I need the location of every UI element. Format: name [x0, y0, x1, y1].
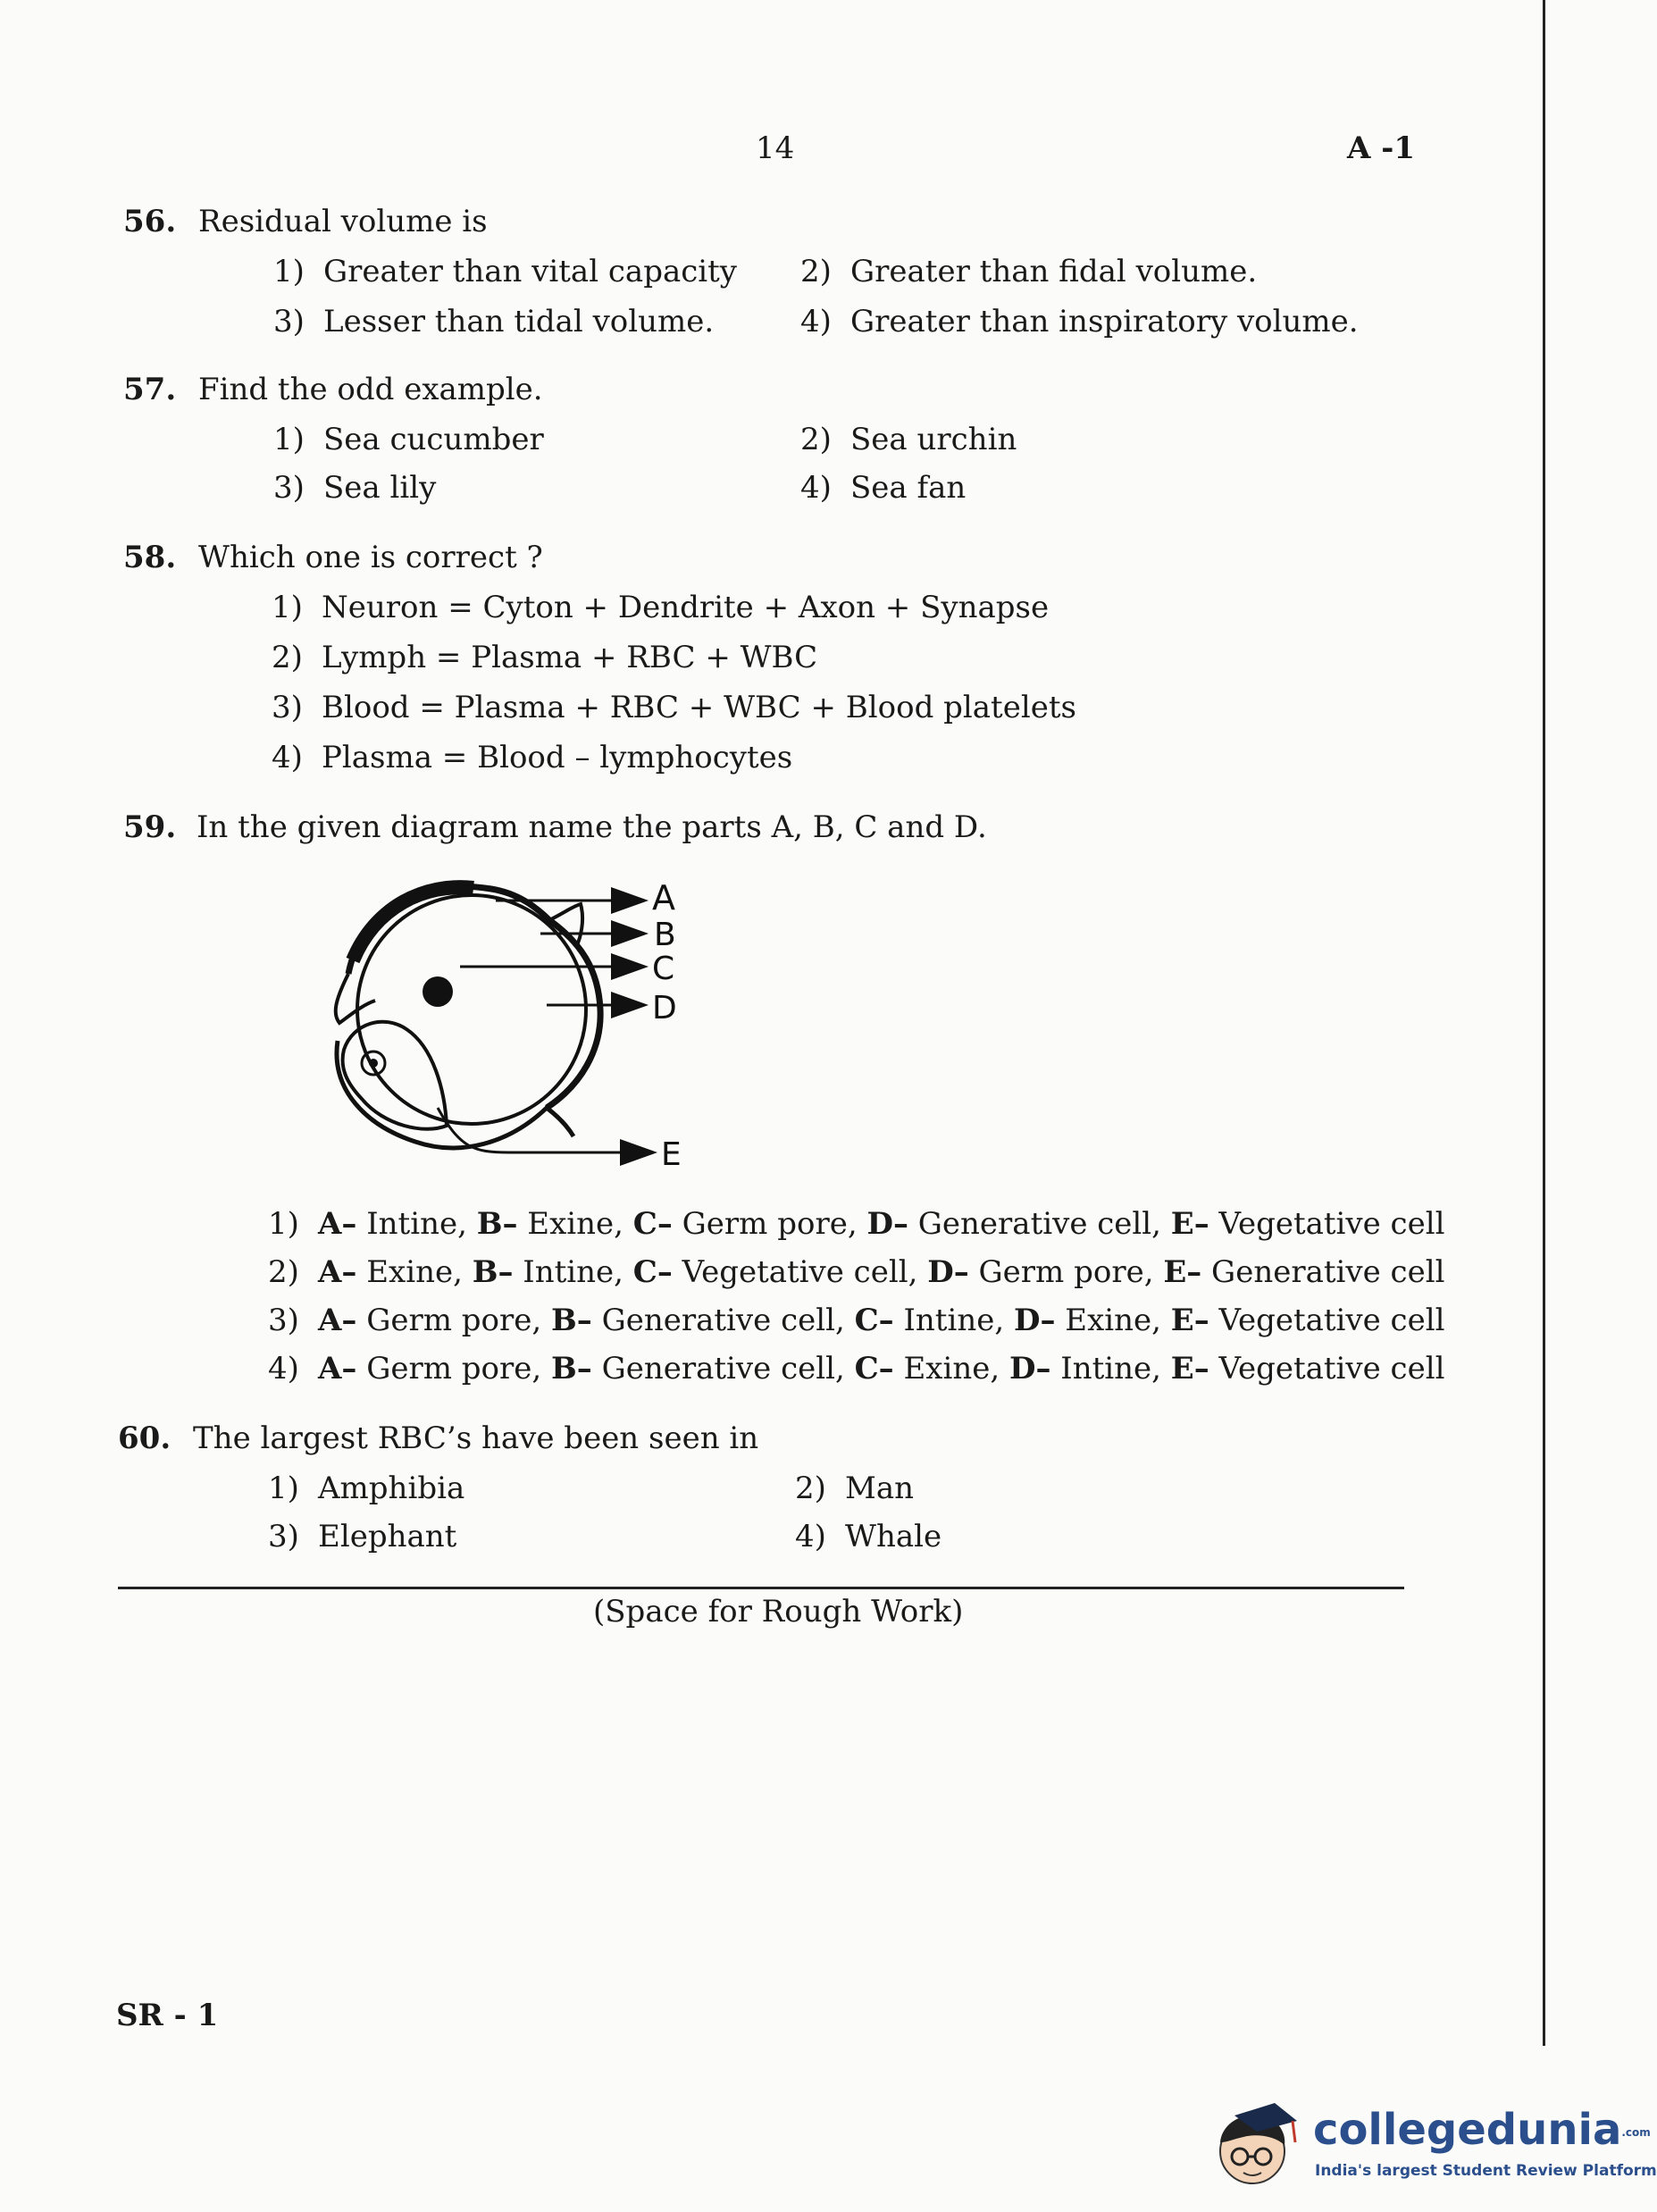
part-key: E– — [1170, 1206, 1209, 1242]
part-value: Germ pore, — [672, 1206, 867, 1242]
option-text: Amphibia — [318, 1470, 465, 1506]
option-2[interactable] — [800, 254, 1257, 289]
part-value: Intine, — [1050, 1351, 1171, 1387]
brand-name: collegedunia.com — [1313, 2105, 1651, 2155]
brand-tagline: India's largest Student Review Platform — [1315, 2162, 1657, 2180]
part-value: Vegetative cell — [1209, 1351, 1445, 1387]
part-key: A– — [318, 1351, 357, 1387]
part-value: Exine, — [356, 1254, 473, 1290]
part-value: Vegetative cell — [1209, 1206, 1445, 1242]
part-value: Exine, — [893, 1351, 1009, 1387]
question-text: Find the odd example. — [198, 372, 543, 407]
intine-circle — [357, 895, 586, 1124]
part-key: E– — [1170, 1303, 1209, 1338]
option-text: Sea lily — [323, 470, 437, 506]
option-text: Neuron = Cyton + Dendrite + Axon + Synapse — [322, 590, 1050, 625]
option-number: 1) — [273, 254, 305, 289]
part-key: B– — [472, 1254, 514, 1290]
arrow-e — [438, 1108, 652, 1152]
part-value: Generative cell, — [591, 1303, 855, 1338]
option-number: 1) — [268, 1206, 299, 1242]
label-c: C — [652, 951, 675, 987]
divider — [118, 1587, 1404, 1589]
part-value: Generative cell, — [908, 1206, 1171, 1242]
option-text: Sea cucumber — [323, 422, 544, 457]
exine-thick-cap — [353, 887, 473, 960]
option-text: Man — [845, 1470, 914, 1506]
option-1[interactable] — [273, 254, 737, 289]
option-number: 3) — [273, 304, 305, 339]
part-key: D– — [927, 1254, 969, 1290]
option-3[interactable] — [273, 304, 714, 339]
question-number: 57. — [123, 372, 177, 407]
option-4[interactable] — [268, 1351, 1444, 1387]
part-value: Generative cell, — [591, 1351, 855, 1387]
question-number: 60. — [118, 1420, 172, 1456]
part-value: Generative cell — [1201, 1254, 1445, 1290]
option-number: 3) — [272, 690, 303, 725]
option-text: Greater than vital capacity — [323, 254, 738, 289]
option-number: 3) — [273, 470, 305, 506]
part-key: D– — [866, 1206, 908, 1242]
option-1[interactable] — [268, 1470, 464, 1506]
option-number: 3) — [268, 1303, 299, 1338]
option-number: 2) — [800, 254, 832, 289]
part-value: Vegetative cell — [1209, 1303, 1445, 1338]
option-number: 4) — [268, 1351, 299, 1387]
label-b: B — [654, 917, 676, 953]
part-key: C– — [632, 1206, 673, 1242]
part-key: D– — [1013, 1303, 1056, 1338]
page-number: 14 — [756, 130, 795, 166]
pollen-grain-diagram — [313, 858, 777, 1179]
option-number: 2) — [800, 422, 832, 457]
part-key: A– — [318, 1254, 357, 1290]
question-text: In the given diagram name the parts A, B, C and D. — [197, 809, 987, 845]
part-value: Intine, — [513, 1254, 633, 1290]
option-number: 1) — [273, 422, 305, 457]
option-number: 2) — [268, 1254, 299, 1290]
option-2[interactable] — [272, 640, 817, 675]
part-key: A– — [318, 1206, 357, 1242]
part-key: C– — [632, 1254, 673, 1290]
footer-code: SR - 1 — [116, 1998, 219, 2033]
part-key: B– — [551, 1351, 592, 1387]
question-number: 58. — [123, 540, 177, 575]
option-number: 3) — [268, 1519, 299, 1554]
option-text: Sea urchin — [850, 422, 1017, 457]
option-2[interactable] — [268, 1254, 1444, 1290]
question-number: 56. — [123, 204, 177, 239]
part-key: A– — [318, 1303, 357, 1338]
germ-pore-notch-left — [336, 974, 375, 1023]
option-1[interactable] — [272, 590, 1049, 625]
option-1[interactable] — [273, 422, 544, 457]
rough-work-label: (Space for Rough Work) — [593, 1594, 964, 1630]
option-number: 4) — [800, 304, 832, 339]
option-1[interactable] — [268, 1206, 1444, 1242]
part-key: E– — [1170, 1351, 1209, 1387]
option-number: 4) — [272, 740, 303, 775]
part-key: B– — [551, 1303, 592, 1338]
paper-code: A -1 — [1347, 130, 1415, 166]
part-value: Exine, — [1055, 1303, 1171, 1338]
option-number: 4) — [800, 470, 832, 506]
option-4[interactable] — [800, 304, 1359, 339]
option-3[interactable] — [272, 690, 1076, 725]
question-text: Residual volume is — [198, 204, 488, 239]
option-text: Plasma = Blood – lymphocytes — [322, 740, 793, 775]
vegetative-cell — [343, 1022, 447, 1129]
option-2[interactable] — [800, 422, 1017, 457]
part-value: Germ pore, — [356, 1351, 552, 1387]
question-number: 59. — [123, 809, 177, 845]
question-text: The largest RBC’s have been seen in — [193, 1420, 759, 1456]
question-text: Which one is correct ? — [198, 540, 543, 575]
option-number: 2) — [795, 1470, 826, 1506]
part-value: Germ pore, — [968, 1254, 1164, 1290]
option-3[interactable] — [273, 470, 436, 506]
part-key: C– — [854, 1351, 894, 1387]
mascot-icon — [1208, 2096, 1306, 2194]
part-key: D– — [1008, 1351, 1051, 1387]
option-text: Sea fan — [850, 470, 967, 506]
label-a: A — [652, 878, 675, 917]
label-e: E — [661, 1136, 682, 1173]
part-value: Intine, — [356, 1206, 477, 1242]
part-key: E– — [1163, 1254, 1202, 1290]
option-4[interactable] — [795, 1519, 941, 1554]
option-4[interactable] — [800, 470, 966, 506]
part-value: Germ pore, — [356, 1303, 552, 1338]
option-text: Lesser than tidal volume. — [323, 304, 715, 339]
option-4[interactable] — [272, 740, 792, 775]
collegedunia-logo — [1208, 2096, 1657, 2194]
option-text: Greater than fidal volume. — [850, 254, 1258, 289]
option-text: Elephant — [318, 1519, 457, 1554]
option-2[interactable] — [795, 1470, 914, 1506]
label-d: D — [652, 990, 677, 1026]
margin-line — [1543, 0, 1545, 2046]
part-value: Intine, — [893, 1303, 1014, 1338]
part-key: B– — [476, 1206, 518, 1242]
option-number: 1) — [272, 590, 303, 625]
option-3[interactable] — [268, 1519, 456, 1554]
option-text: Blood = Plasma + RBC + WBC + Blood platelets — [322, 690, 1076, 725]
option-number: 4) — [795, 1519, 826, 1554]
option-text: Greater than inspiratory volume. — [850, 304, 1359, 339]
part-key: C– — [854, 1303, 894, 1338]
generative-nucleus — [423, 976, 453, 1007]
option-number: 2) — [272, 640, 303, 675]
part-value: Exine, — [517, 1206, 633, 1242]
option-3[interactable] — [268, 1303, 1444, 1338]
option-text: Whale — [845, 1519, 942, 1554]
option-number: 1) — [268, 1470, 299, 1506]
option-text: Lymph = Plasma + RBC + WBC — [322, 640, 818, 675]
part-value: Vegetative cell, — [672, 1254, 928, 1290]
